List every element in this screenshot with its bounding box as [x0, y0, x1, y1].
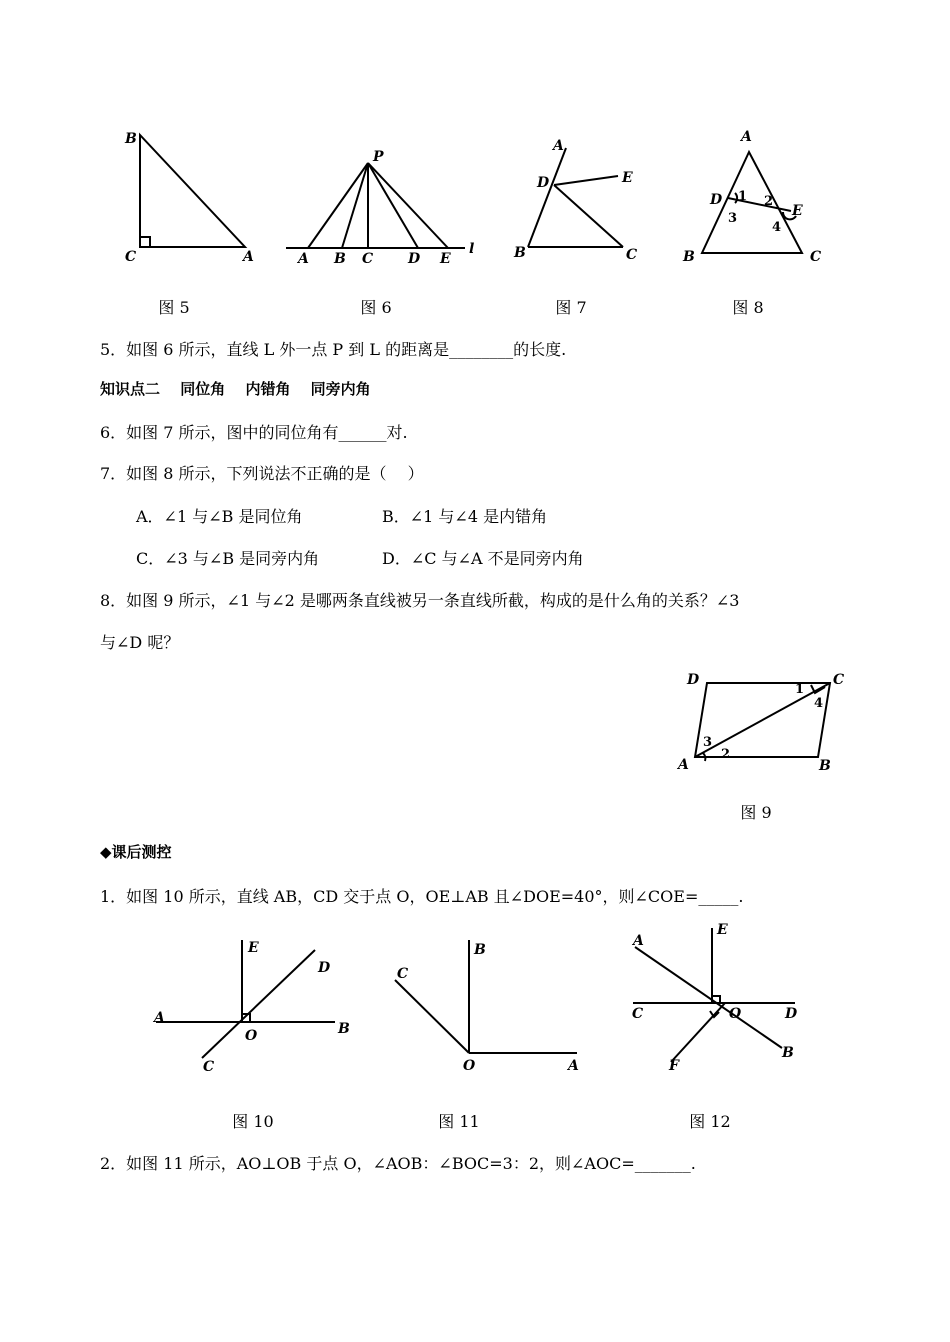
fig9-label-b: B: [819, 758, 831, 774]
figure-12: [625, 920, 815, 1075]
fig7-label-e: E: [622, 170, 633, 186]
problem-1: 1．如图 10 所示，直线 AB，CD 交于点 O，OE⊥AB 且∠DOE=40°，则∠COE=_____.: [100, 887, 744, 906]
fig5-caption: 图 5: [158, 298, 190, 317]
fig8-label-4: 4: [772, 220, 782, 235]
fig8-label-d: D: [710, 192, 723, 208]
fig10-label-d: D: [318, 960, 331, 976]
fig10-label-e: E: [248, 940, 259, 956]
fig8-label-1: 1: [738, 189, 748, 204]
fig8-label-e: E: [792, 203, 803, 219]
section-title-after-class: ◆课后测控: [100, 843, 172, 861]
figure-6: [280, 145, 490, 270]
fig6-label-l: l: [469, 241, 475, 257]
fig6-label-c: C: [362, 251, 374, 267]
section-title-knowledge-2: 知识点二 同位角 内错角 同旁内角: [100, 380, 371, 398]
fig9-label-d: D: [687, 672, 700, 688]
fig5-label-a: A: [243, 249, 254, 265]
fig6-label-b: B: [334, 251, 346, 267]
q7-option-d: D．∠C 与∠A 不是同旁内角: [382, 549, 584, 568]
fig12-label-a: A: [633, 933, 644, 949]
fig12-label-c: C: [632, 1006, 644, 1022]
fig6-caption: 图 6: [360, 298, 392, 317]
fig7-label-a: A: [553, 138, 564, 154]
q7-option-c: C．∠3 与∠B 是同旁内角: [136, 549, 320, 568]
figure-7: [510, 135, 655, 270]
question-7: 7．如图 8 所示，下列说法不正确的是（ ）: [100, 464, 424, 483]
fig12-label-f: F: [669, 1058, 679, 1074]
q7-option-b: B．∠1 与∠4 是内错角: [382, 507, 548, 526]
fig9-label-4: 4: [814, 696, 824, 711]
fig12-label-o: O: [729, 1006, 742, 1022]
figure-5: [120, 125, 260, 270]
fig7-caption: 图 7: [555, 298, 587, 317]
fig11-label-a: A: [568, 1058, 579, 1074]
fig11-label-c: C: [397, 966, 409, 982]
figure-9: [675, 665, 855, 780]
fig6-label-d: D: [408, 251, 421, 267]
fig5-label-c: C: [125, 249, 137, 265]
q7-option-a: A．∠1 与∠B 是同位角: [136, 507, 303, 526]
fig9-caption: 图 9: [740, 803, 772, 822]
fig11-caption: 图 11: [438, 1112, 480, 1131]
question-6: 6．如图 7 所示，图中的同位角有______对.: [100, 423, 408, 442]
fig10-label-o: O: [245, 1028, 258, 1044]
fig8-label-c: C: [810, 249, 822, 265]
fig12-label-e: E: [717, 922, 728, 938]
fig11-label-o: O: [463, 1058, 476, 1074]
fig8-caption: 图 8: [732, 298, 764, 317]
fig10-label-b: B: [338, 1021, 350, 1037]
fig9-label-a: A: [678, 757, 689, 773]
figure-8: [680, 130, 830, 270]
fig10-label-c: C: [203, 1059, 215, 1075]
fig9-label-2: 2: [721, 747, 731, 762]
question-5: 5．如图 6 所示，直线 L 外一点 P 到 L 的距离是________的长度.: [100, 340, 567, 359]
fig7-label-d: D: [537, 175, 550, 191]
question-8-line-1: 8．如图 9 所示，∠1 与∠2 是哪两条直线被另一条直线所截，构成的是什么角的关系？∠3: [100, 591, 740, 610]
fig9-label-3: 3: [703, 735, 713, 750]
fig8-label-a: A: [741, 129, 752, 145]
figure-10: [150, 935, 360, 1075]
fig9-label-1: 1: [795, 682, 805, 697]
fig9-label-c: C: [833, 672, 845, 688]
figure-11: [385, 935, 590, 1075]
fig7-label-b: B: [514, 245, 526, 261]
fig6-label-a: A: [298, 251, 309, 267]
fig10-label-a: A: [154, 1010, 165, 1026]
fig5-label-b: B: [125, 131, 137, 147]
fig8-label-3: 3: [728, 211, 738, 226]
fig12-label-b: B: [782, 1045, 794, 1061]
fig10-caption: 图 10: [232, 1112, 274, 1131]
fig7-label-c: C: [626, 247, 638, 263]
fig12-caption: 图 12: [689, 1112, 731, 1131]
fig11-label-b: B: [474, 942, 486, 958]
fig12-label-d: D: [785, 1006, 798, 1022]
fig8-label-b: B: [683, 249, 695, 265]
fig6-label-e: E: [440, 251, 451, 267]
question-8-line-2: 与∠D 呢？: [100, 633, 180, 652]
fig8-label-2: 2: [764, 194, 774, 209]
problem-2: 2．如图 11 所示，AO⊥OB 于点 O，∠AOB：∠BOC=3：2，则∠AOC=_______.: [100, 1154, 696, 1173]
fig6-label-p: P: [373, 149, 384, 165]
